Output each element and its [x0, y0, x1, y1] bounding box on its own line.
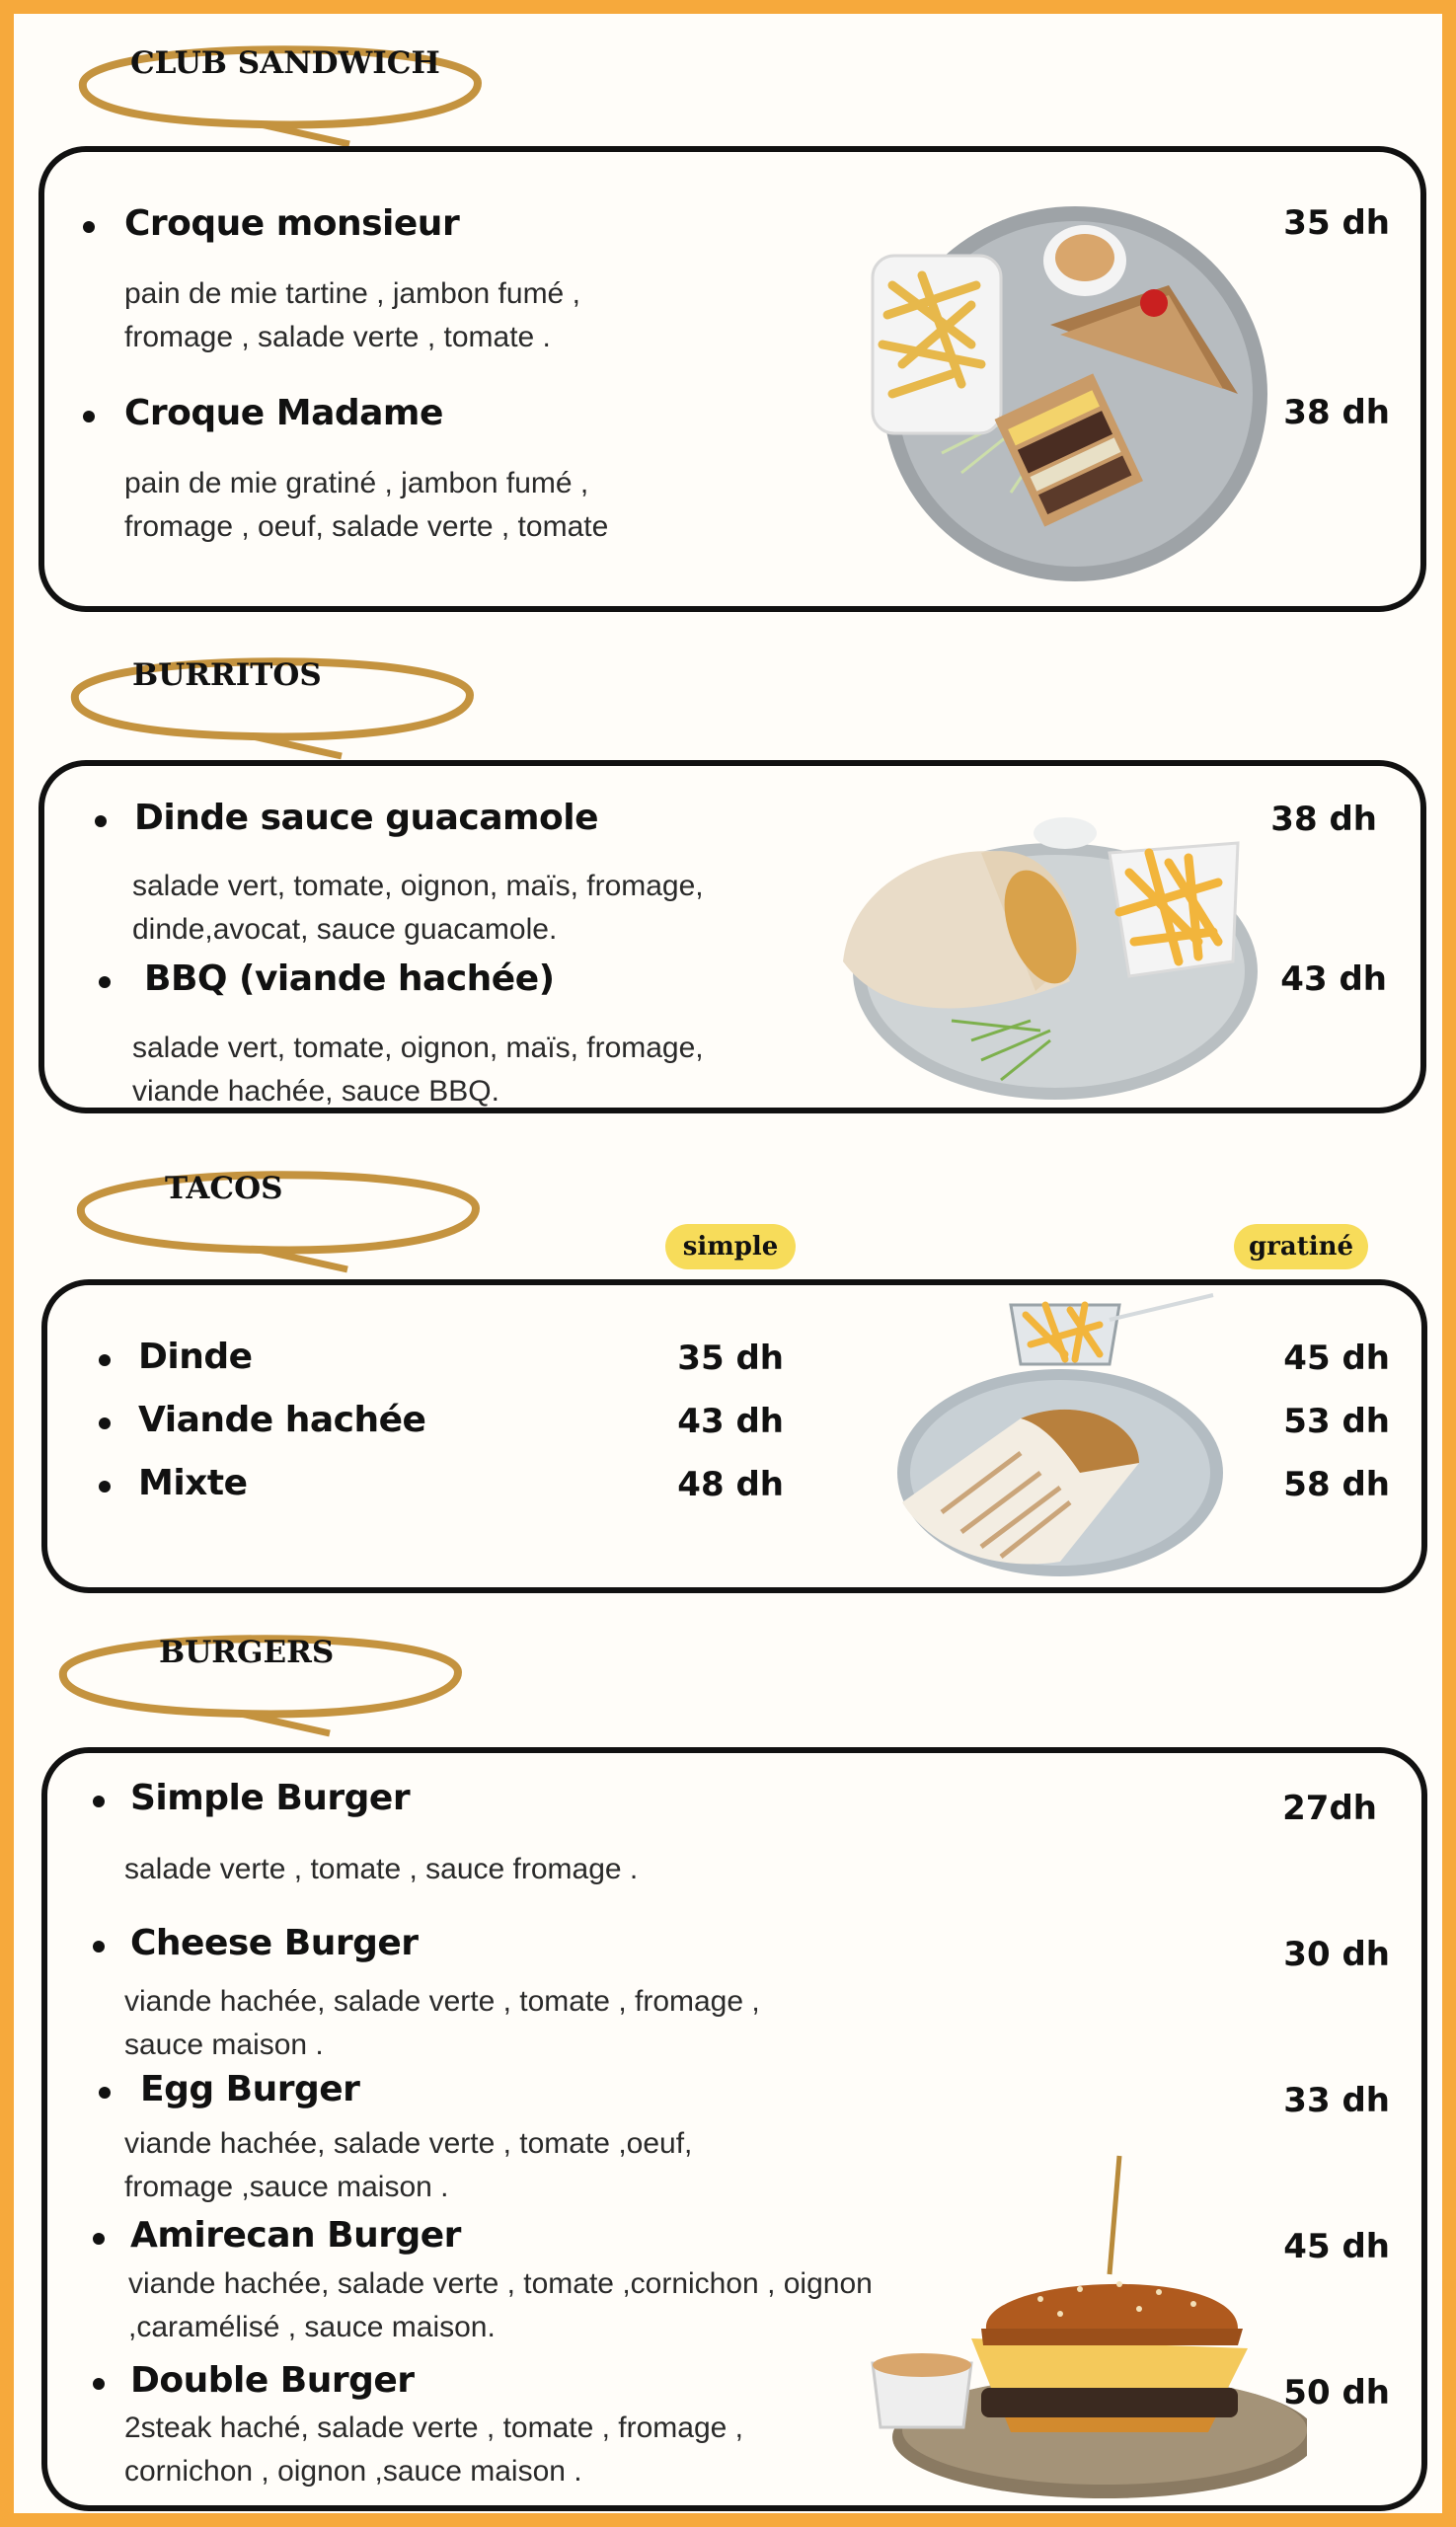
- menu-page: [14, 14, 1442, 2513]
- section-title-club: CLUB SANDWICH: [130, 45, 440, 81]
- item-description: salade verte , tomate , sauce fromage .: [124, 1853, 639, 1885]
- bullet-icon: [95, 815, 107, 827]
- item-price: 33 dh: [1283, 2081, 1390, 2120]
- item-name: BBQ (viande hachée): [144, 958, 555, 999]
- item-description: 2steak haché, salade verte , tomate , fromage , cornichon , oignon ,sauce maison .: [124, 2412, 744, 2488]
- section-title-burgers: BURGERS: [159, 1635, 335, 1670]
- section-title-burritos: BURRITOS: [132, 657, 322, 693]
- bullet-icon: [83, 221, 95, 233]
- item-name: Viande hachée: [138, 1400, 426, 1440]
- item-name: Cheese Burger: [130, 1923, 419, 1963]
- item-name: Egg Burger: [140, 2069, 360, 2109]
- item-description: pain de mie tartine , jambon fumé , fromage , salade verte , tomate .: [124, 277, 580, 353]
- bullet-icon: [93, 2233, 105, 2245]
- item-price: 38 dh: [1270, 800, 1377, 839]
- price-gratine: 58 dh: [1283, 1465, 1390, 1504]
- item-name: Croque Madame: [124, 393, 443, 433]
- bullet-icon: [93, 1941, 105, 1953]
- section-title-tacos: TACOS: [165, 1171, 283, 1206]
- club-sandwich-photo: [863, 196, 1277, 591]
- item-description: viande hachée, salade verte , tomate ,oeuf, fromage ,sauce maison .: [124, 2127, 693, 2203]
- item-name: Mixte: [138, 1463, 248, 1503]
- item-description: viande hachée, salade verte , tomate ,cornichon , oignon ,caramélisé , sauce maison.: [128, 2267, 873, 2343]
- bullet-icon: [83, 411, 95, 422]
- item-price: 27dh: [1282, 1789, 1377, 1828]
- item-price: 30 dh: [1283, 1935, 1390, 1974]
- price-gratine: 53 dh: [1283, 1402, 1390, 1441]
- item-description: salade vert, tomate, oignon, maïs, fromage, viande hachée, sauce BBQ.: [132, 1032, 704, 1108]
- item-description: salade vert, tomate, oignon, maïs, fromage, dinde,avocat, sauce guacamole.: [132, 870, 704, 946]
- price-gratine: 45 dh: [1283, 1339, 1390, 1378]
- bullet-icon: [99, 1354, 111, 1366]
- item-price: 43 dh: [1280, 959, 1387, 999]
- item-price: 50 dh: [1283, 2373, 1390, 2412]
- price-simple: 43 dh: [677, 1402, 784, 1441]
- column-label-simple: simple: [665, 1224, 796, 1269]
- bullet-icon: [99, 1417, 111, 1429]
- bullet-icon: [93, 2378, 105, 2390]
- item-description: viande hachée, salade verte , tomate , fromage , sauce maison .: [124, 1985, 760, 2061]
- bullet-icon: [99, 2087, 111, 2099]
- item-price: 45 dh: [1283, 2227, 1390, 2266]
- bullet-icon: [99, 976, 111, 988]
- bullet-icon: [99, 1481, 111, 1493]
- item-name: Amirecan Burger: [130, 2215, 461, 2256]
- item-description: pain de mie gratiné , jambon fumé , fromage , oeuf, salade verte , tomate: [124, 467, 609, 543]
- item-price: 35 dh: [1283, 203, 1390, 243]
- item-price: 38 dh: [1283, 393, 1390, 432]
- item-name: Simple Burger: [130, 1778, 411, 1818]
- column-label-gratine: gratiné: [1234, 1224, 1368, 1269]
- price-simple: 48 dh: [677, 1465, 784, 1504]
- item-name: Dinde sauce guacamole: [134, 798, 599, 838]
- burrito-photo: [833, 813, 1267, 1110]
- item-name: Croque monsieur: [124, 203, 460, 244]
- burger-photo: [853, 2136, 1307, 2511]
- item-name: Dinde: [138, 1337, 253, 1377]
- price-simple: 35 dh: [677, 1339, 784, 1378]
- item-name: Double Burger: [130, 2360, 415, 2401]
- tacos-photo: [882, 1275, 1228, 1591]
- bullet-icon: [93, 1796, 105, 1807]
